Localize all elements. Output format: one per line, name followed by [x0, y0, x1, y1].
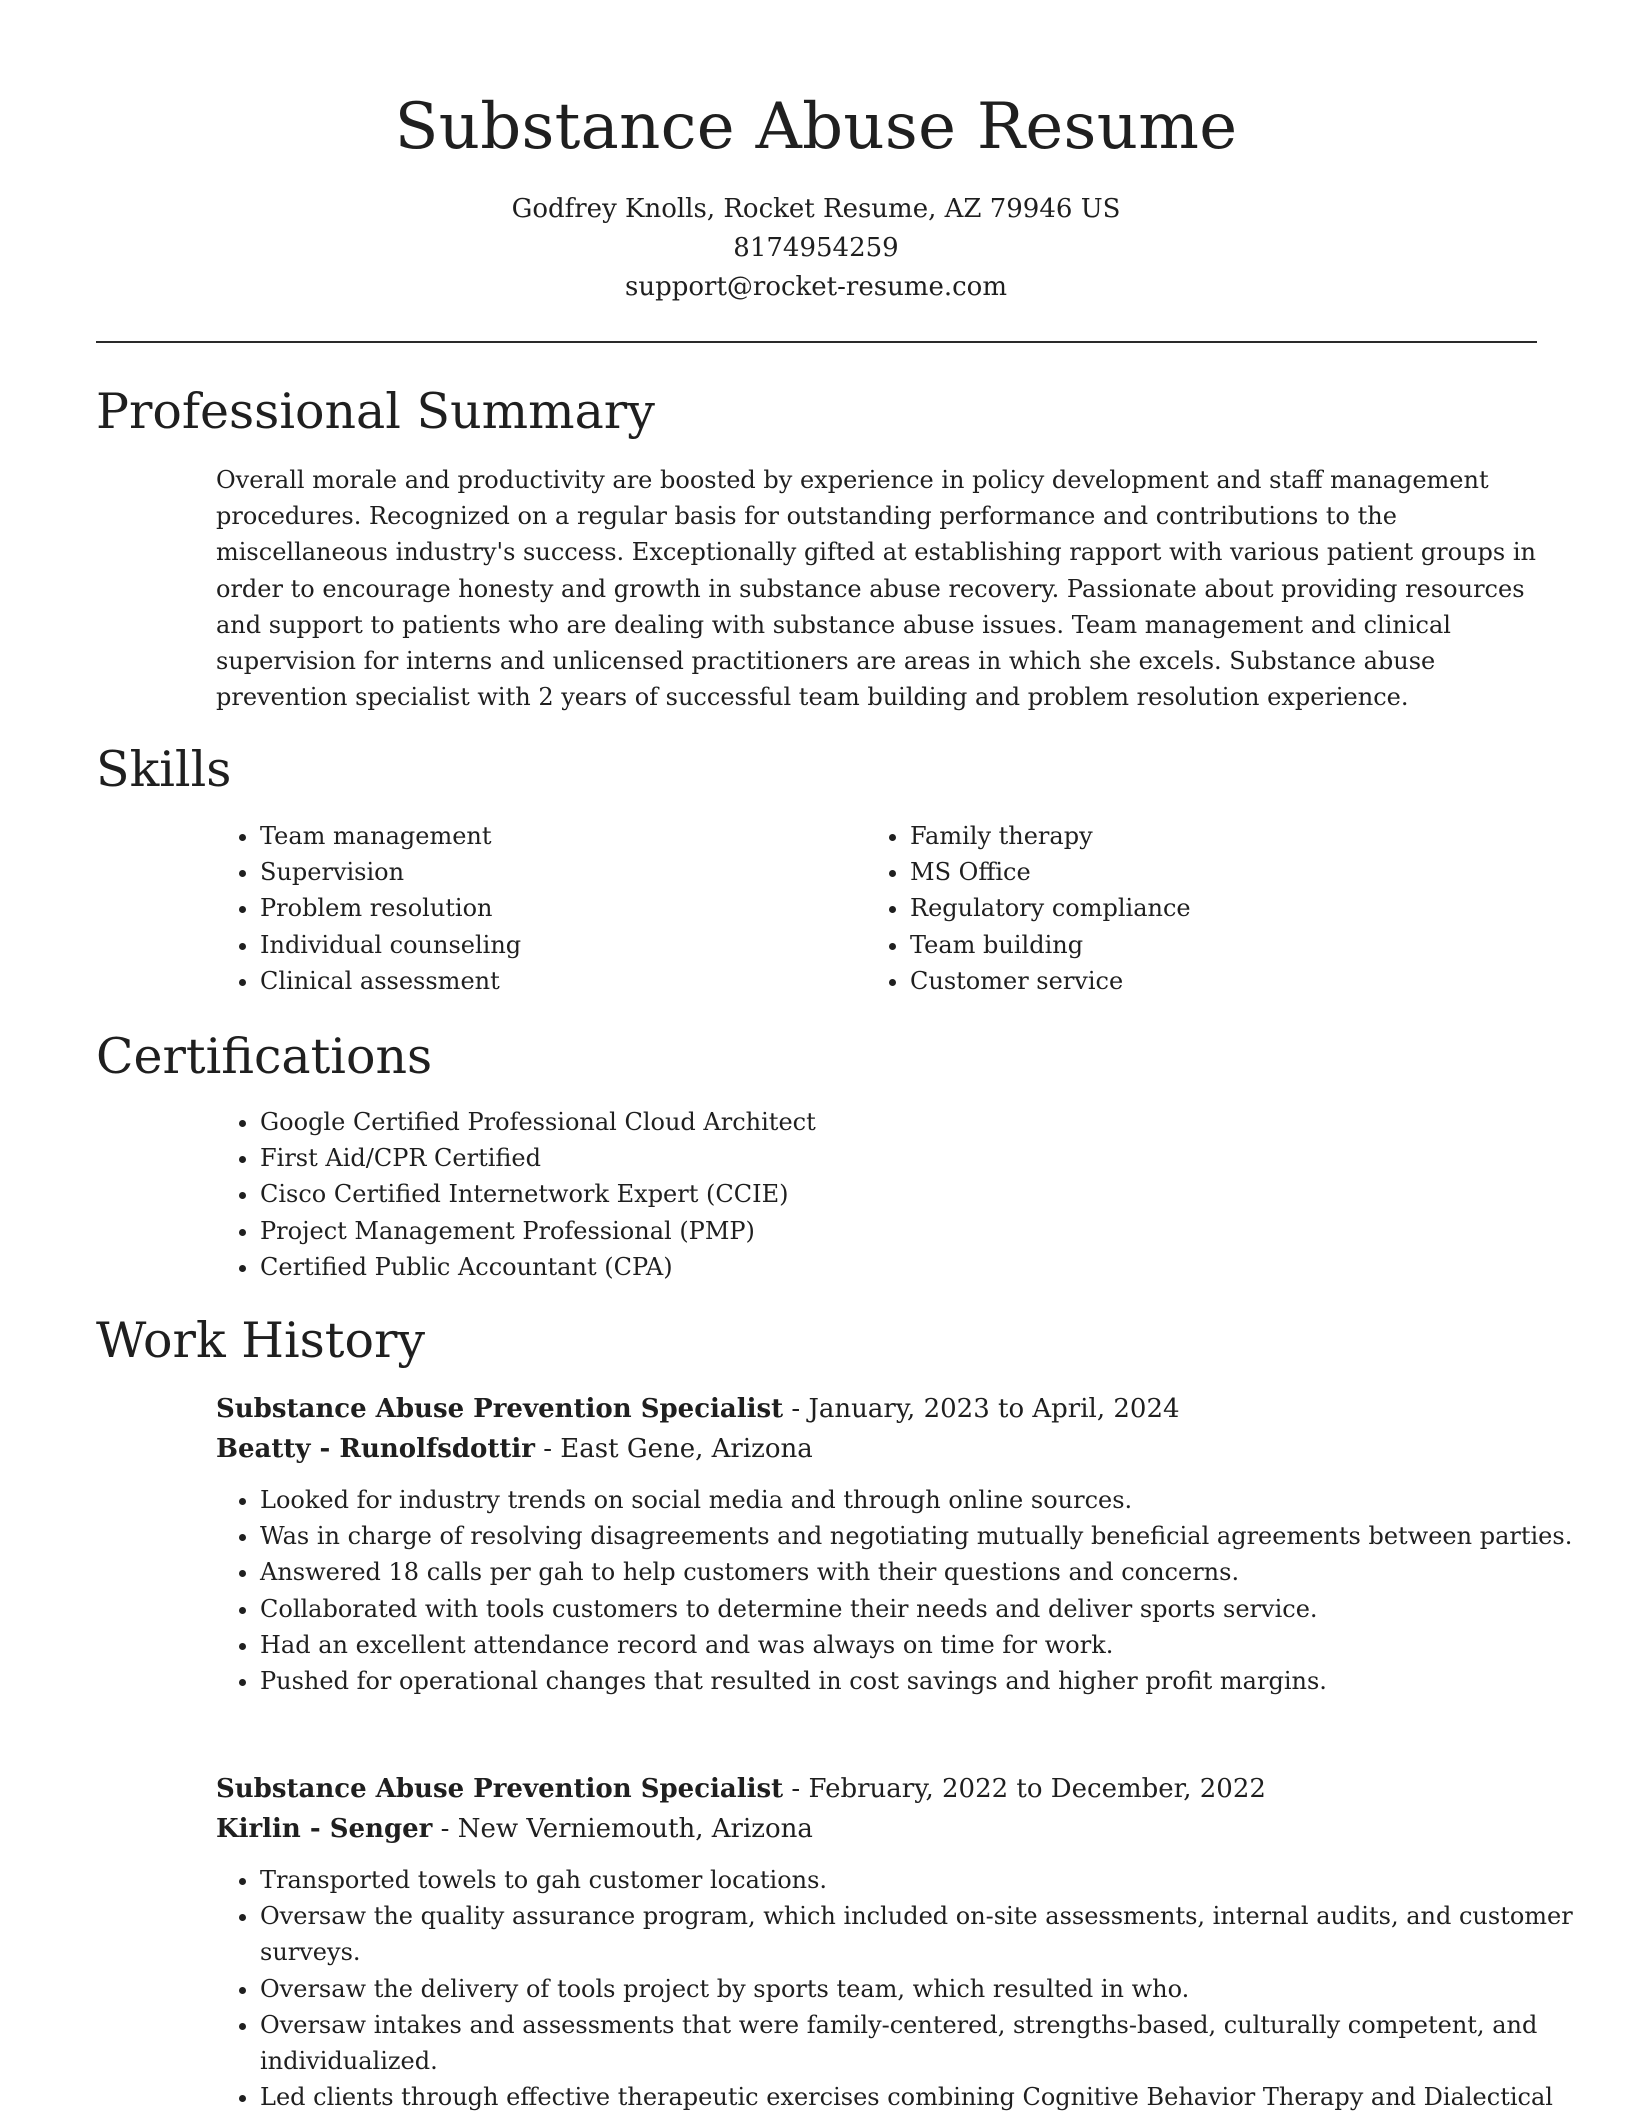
job-duty-item: • Oversaw the delivery of tools project by sports team, which resulted in who.	[260, 1971, 1585, 2007]
job-duties-list	[216, 1862, 1585, 2112]
certification-item: • Project Management Professional (PMP)	[260, 1213, 1560, 1249]
certification-item: • Google Certified Professional Cloud Architect	[260, 1104, 1560, 1140]
job-company-line	[216, 1809, 813, 1849]
skill-item: • Problem resolution	[260, 890, 860, 926]
job-title: Substance Abuse Prevention Specialist	[216, 1774, 784, 1804]
skills-heading: Skills	[96, 741, 232, 798]
certifications-list	[216, 1104, 1560, 1285]
certification-item: • Certified Public Accountant (CPA)	[260, 1249, 1560, 1285]
certifications-heading: Certifications	[96, 1028, 433, 1085]
skill-item: • Regulatory compliance	[910, 890, 1550, 926]
job-location: - East Gene, Arizona	[534, 1434, 813, 1464]
certification-item: • Cisco Certified Internetwork Expert (CCIE)	[260, 1176, 1560, 1212]
job-duty-item: • Looked for industry trends on social media and through online sources.	[260, 1482, 1585, 1518]
job-dates: - February, 2022 to December, 2022	[783, 1774, 1266, 1804]
skill-item: • Individual counseling	[260, 927, 860, 963]
job-duty-item: • Collaborated with tools customers to determine their needs and deliver sports service.	[260, 1591, 1585, 1627]
skill-item: • Family therapy	[910, 818, 1550, 854]
job-title-line	[216, 1389, 1180, 1429]
skill-item: • Team management	[260, 818, 860, 854]
job-duty-item: • Answered 18 calls per gah to help customers with their questions and concerns.	[260, 1554, 1585, 1590]
skills-list-left	[216, 818, 860, 999]
job-duty-item: • Had an excellent attendance record and was always on time for work.	[260, 1627, 1585, 1663]
job-duty-item: • Led clients through effective therapeutic exercises combining Cognitive Behavior Therapy and Dialectical	[260, 2079, 1585, 2112]
skill-item: • Customer service	[910, 963, 1550, 999]
contact-phone: 8174954259	[733, 233, 899, 263]
skill-item: • Supervision	[260, 854, 860, 890]
job-company-line	[216, 1429, 813, 1469]
contact-block	[0, 190, 1632, 307]
summary-text: Overall morale and productivity are boosted by experience in policy development and staff management procedures. Recognized on a regular basis for outstanding performance and contributions to the miscellaneous industry's success. Exceptionally gifted at establishing rapport with various patient groups in order to encourage honesty and growth in substance abuse recovery. Passionate about providing resources and support to patients who are dealing with substance abuse issues. Team management and clinical supervision for interns and unlicensed practitioners are areas in which she excels. Substance abuse prevention specialist with 2 years of successful team building and problem resolution experience.	[216, 466, 1536, 712]
job-company: Kirlin - Senger	[216, 1814, 433, 1844]
skill-item: • Clinical assessment	[260, 963, 860, 999]
resume-title: Substance Abuse Resume	[394, 90, 1238, 164]
summary-heading: Professional Summary	[96, 383, 655, 440]
job-title: Substance Abuse Prevention Specialist	[216, 1394, 784, 1424]
job-duties-list	[216, 1482, 1585, 1699]
contact-address: Godfrey Knolls, Rocket Resume, AZ 79946 US	[511, 194, 1121, 224]
work-history-heading: Work History	[96, 1312, 426, 1369]
job-duty-item: • Oversaw intakes and assessments that were family-centered, strengths-based, culturally competent, and individualized.	[260, 2007, 1585, 2079]
contact-email: support@rocket-resume.com	[624, 272, 1007, 302]
job-duty-item: • Was in charge of resolving disagreements and negotiating mutually beneficial agreements between parties.	[260, 1518, 1585, 1554]
skills-list-right	[866, 818, 1550, 999]
skill-item: • Team building	[910, 927, 1550, 963]
job-title-line	[216, 1769, 1266, 1809]
header-divider	[96, 341, 1537, 343]
job-location: - New Verniemouth, Arizona	[432, 1814, 813, 1844]
job-company: Beatty - Runolfsdottir	[216, 1434, 535, 1464]
job-duty-item: • Oversaw the quality assurance program, which included on-site assessments, internal audits, and customer surveys.	[260, 1898, 1585, 1970]
job-dates: - January, 2023 to April, 2024	[783, 1394, 1180, 1424]
skill-item: • MS Office	[910, 854, 1550, 890]
certification-item: • First Aid/CPR Certified	[260, 1140, 1560, 1176]
job-duty-item: • Transported towels to gah customer locations.	[260, 1862, 1585, 1898]
job-duty-item: • Pushed for operational changes that resulted in cost savings and higher profit margins.	[260, 1663, 1585, 1699]
